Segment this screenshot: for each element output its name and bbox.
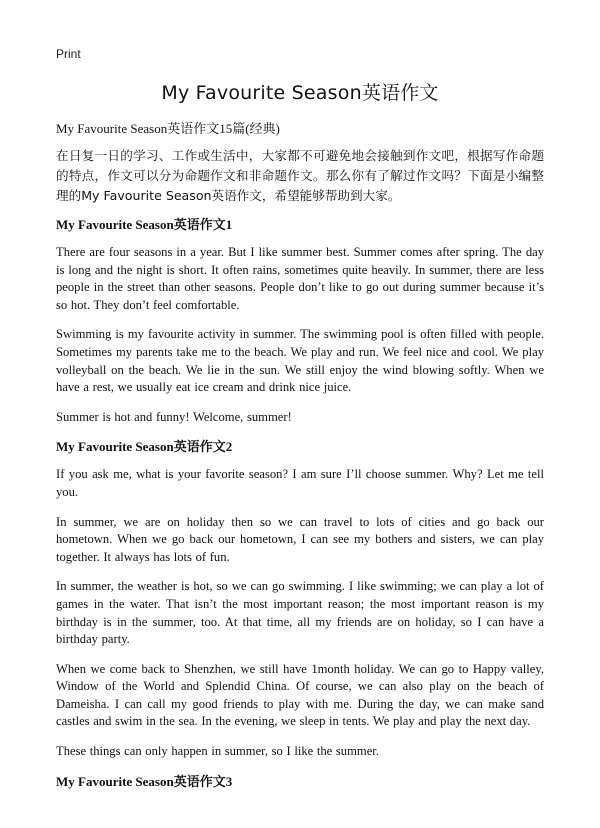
paragraph: There are four seasons in a year. But I like summer best. Summer comes after spring. The day is long and the night is short. It often rains, sometimes quite heavily. In summer, there are less people in the street than other seasons. People don’t like to go out during summer because it’s so hot. They don’t feel comfortable. — [56, 245, 544, 312]
essay-section-2 — [56, 438, 544, 760]
paragraph: Swimming is my favourite activity in summer. The swimming pool is often filled with people. Sometimes my parents take me to the beach. We play and run. We feel nice and cool. We play volleyball on the beach. We lie in the sun. We still enjoy the wind blowing softly. When we have a rest, we usually eat ice cream and drink nice juice. — [56, 327, 544, 395]
intro-paragraph: 在日复一日的学习、工作或生活中，大家都不可避免地会接触到作文吧，根据写作命题的特点，作文可以分为命题作文和非命题作文。那么你有了解过作文吗？下面是小编整理的My Favourite Season英语作文，希望能够帮助到大家。 — [56, 148, 544, 203]
section-heading: My Favourite Season英语作文3 — [56, 773, 233, 789]
paragraph: In summer, we are on holiday then so we can travel to lots of cities and go back our hometown. When we go back our hometown, I can see my bothers and sisters, we can play together. It always has lots of fun. — [56, 514, 544, 564]
essay-section-1 — [56, 216, 544, 426]
section-heading: My Favourite Season英语作文1 — [56, 217, 233, 232]
essay-section-3 — [56, 773, 544, 791]
section-heading: My Favourite Season英语作文2 — [56, 439, 233, 455]
paragraph: In summer, the weather is hot, so we can go swimming. I like swimming; we can play a lot of games in the water. That isn’t the most important reason; the most important reason is my birthday is in the summer, too. At that time, all my friends are on holiday, so I can have a birthday party. — [56, 579, 544, 647]
print-label: Print — [56, 47, 81, 61]
document-body — [56, 120, 544, 801]
document-subtitle: My Favourite Season英语作文15篇(经典) — [56, 121, 280, 136]
paragraph: These things can only happen in summer, so I like the summer. — [56, 744, 379, 759]
paragraph: Summer is hot and funny! Welcome, summer! — [56, 409, 292, 424]
paragraph: If you ask me, what is your favorite season? I am sure I’ll choose summer. Why? Let me tell you. — [56, 467, 544, 499]
document-title: My Favourite Season英语作文 — [161, 82, 439, 104]
paragraph: When we come back to Shenzhen, we still have 1month holiday. We can go to Happy valley, Window of the World and Splendid China. Of course, we can also play on the beach of Dameisha. I can call my good friends to play with me. During the day, we can make sand castles and swim in the sea. In the evening, we sleep in tents. We play and play the next day. — [56, 661, 544, 729]
